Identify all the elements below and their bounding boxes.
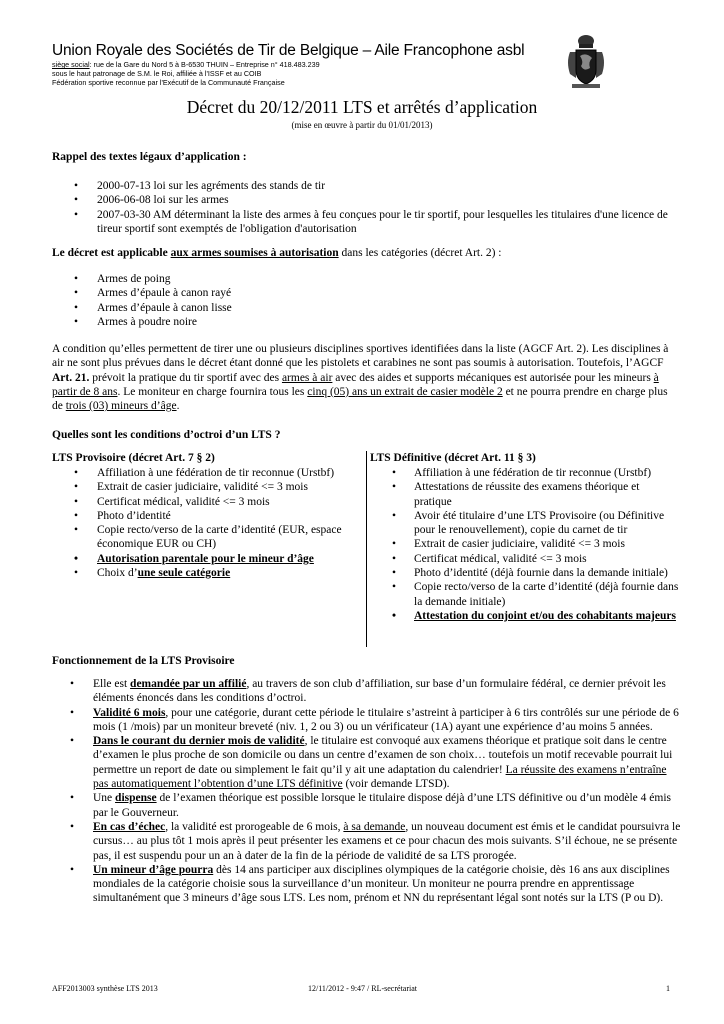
footer-left: AFF2013003 synthèse LTS 2013	[52, 984, 158, 993]
list-item	[70, 706, 682, 735]
condition-text: .	[176, 400, 180, 413]
lts-definitive-list	[370, 466, 680, 623]
footer-center: 12/11/2012 - 9:47 / RL-secrétariat	[308, 984, 418, 993]
document-subtitle: (mise en œuvre à partir du 01/01/2013)	[291, 120, 433, 130]
list-item: • Photo d’identité	[74, 509, 362, 523]
list-item: • Autorisation parentale pour le mineur d’âge	[74, 552, 362, 566]
item-text: , la validité est prorogeable de 6 mois,	[165, 820, 344, 833]
item-emphasis: En cas d’échec	[93, 820, 166, 833]
fonctionnement-heading: Fonctionnement de la LTS Provisoire	[52, 655, 235, 667]
list-item: • Certificat médical, validité <= 3 mois	[392, 552, 680, 566]
list-item: • Armes à poudre noire	[74, 315, 574, 329]
item-underlined: La réussite des examens n’entraîne pas automatiquement l’obtention d’une LTS définitive	[93, 763, 667, 791]
siege-address: : rue de la Gare du Nord 5 à B-6530 THUIN – Entreprise n° 418.483.239	[89, 60, 320, 69]
fonctionnement-list	[70, 677, 682, 906]
lts-provisoire-heading: LTS Provisoire (décret Art. 7 § 2)	[52, 452, 215, 464]
list-item: • Avoir été titulaire d’une LTS Provisoire (ou Définitive pour le renouvellement), copie du carnet de tir	[392, 509, 680, 538]
condition-text: . Le moniteur en charge fournira tous les	[117, 385, 308, 398]
item-emphasis: dispense	[115, 792, 157, 805]
royal-crest-logo	[562, 32, 610, 92]
lts-provisoire-column	[52, 451, 362, 580]
condition-text: Art. 21.	[52, 371, 90, 384]
item-emphasis: demandée par un affilié	[130, 678, 247, 690]
conditions-heading: Quelles sont les conditions d’octroi d’un LTS ?	[52, 429, 281, 441]
document-title: Décret du 20/12/2011 LTS et arrêtés d’application	[186, 97, 538, 117]
condition-text: avec des aides et supports mécaniques est autorisée pour les mineurs	[332, 371, 654, 384]
condition-text: et ne pourra prendre en charge plus de	[52, 385, 668, 413]
list-item: • Attestations de réussite des examens théorique et pratique	[392, 480, 680, 509]
organization-name: Union Royale des Sociétés de Tir de Belgique – Aile Francophone asbl	[52, 42, 525, 59]
lts-definitive-column	[370, 451, 680, 623]
list-item: • Affiliation à une fédération de tir reconnue (Urstbf)	[74, 466, 362, 480]
lts-definitive-heading: LTS Définitive (décret Art. 11 § 3)	[370, 452, 536, 464]
item-underlined: à sa demande	[343, 820, 406, 833]
condition-text: cinq (05) ans un extrait de casier modèle 2	[307, 385, 503, 398]
page-number: 1	[666, 984, 670, 993]
lts-provisoire-list	[52, 466, 362, 580]
list-item: • Copie recto/verso de la carte d’identité (déjà fournie dans la demande initiale)	[392, 580, 680, 609]
condition-text: prévoit la pratique du tir sportif avec des	[89, 371, 282, 384]
applicable-text-2: aux armes soumises à autorisation	[170, 247, 339, 259]
list-item: • Armes d’épaule à canon lisse	[74, 301, 574, 315]
list-item	[70, 734, 682, 791]
condition-paragraph	[52, 342, 680, 413]
item-text: , un nouveau document est émis et le candidat poursuivra le cursus… au plus tôt 1 mois après il peut présenter les examens et ce pour chacun des mois suivants. S’il échoue, ne se présente pas, il est suspendu pour un an à dater de la fin de la période de validité de sa LTS prorogée.	[93, 820, 681, 862]
applicable-paragraph	[52, 246, 682, 260]
condition-text: A condition qu’elles permettent de tirer une ou plusieurs disciplines sportives identifiées dans la liste (AGCF Art. 2). Les disciplines à air ne sont plus prévues dans le décret étant donné que les pistolets et carabines ne sont pas soumis à autorisation. Toutefois, l’AGCF	[52, 343, 669, 370]
item-text: , le titulaire est convoqué aux examens théorique et pratique soit dans le centre d’examen le plus proche de son domicile ou dans un centre d’examen de son choix… toutefois un motif recevable pourrait lui permettre un report de date ou simplement le fait qu’il y ait une adaptation du calendrier!	[93, 735, 673, 776]
condition-text: trois (03) mineurs d’âge	[65, 400, 177, 413]
item-emphasis: Dans le courant du dernier mois de validité	[93, 735, 305, 748]
list-item	[70, 677, 682, 706]
item-text: Elle est	[93, 678, 131, 690]
list-item	[70, 820, 682, 863]
item-text: dès 14 ans participer aux disciplines olympiques de la catégorie choisie, dès 16 ans aux disciplines mondiales de la catégorie choisie sous la surveillance d’un moniteur. Un moniteur ne pourra prendre en apprentissage simultanément que 3 mineurs d’âge sous LTS. Les nom, prénom et NN du représentant légal sont notés sur la LTS (P ou D).	[93, 863, 670, 905]
list-item: • 2006-06-08 loi sur les armes	[74, 193, 682, 207]
list-item: • Armes de poing	[74, 272, 574, 286]
list-item: • Armes d’épaule à canon rayé	[74, 286, 574, 300]
item-text: , au travers de son club d’affiliation, sur base d’un formulaire fédéral, ce dernier prévoit les éléments énoncés dans les conditions d’octroi.	[93, 678, 666, 705]
letterhead	[52, 42, 572, 87]
list-item: • Affiliation à une fédération de tir reconnue (Urstbf)	[392, 466, 680, 480]
siege-label: siège social	[52, 60, 90, 69]
categories-list	[74, 272, 574, 329]
rappel-heading: Rappel des textes légaux d’application :	[52, 151, 247, 163]
list-item	[70, 791, 682, 820]
patronage-line: sous le haut patronage de S.M. le Roi, affiliée à l'ISSF et au COIB	[52, 69, 262, 78]
list-item: • Extrait de casier judiciaire, validité <= 3 mois	[74, 480, 362, 494]
item-emphasis: Validité 6 mois	[93, 706, 166, 719]
list-item: • 2007-03-30 AM déterminant la liste des armes à feu conçues pour le tir sportif, pour lesquelles les titulaires d'une licence de tireur sportif sont exemptés de l'obligation d'autorisation	[74, 208, 682, 237]
column-divider	[366, 451, 367, 647]
list-item	[74, 566, 362, 580]
item-text: , pour une catégorie, durant cette période le titulaire s’astreint à participer à 6 tirs contrôlés sur une période de 6 mois (1 /mois) par un moniteur breveté (niv. 1, 2 ou 3) ou un vérificateur (1A) ayant une expérience d’au moins 5 années.	[93, 706, 679, 733]
list-item: • Copie recto/verso de la carte d’identité (EUR, espace économique EUR ou CH)	[74, 523, 362, 552]
item-text: (voir demande LTSD).	[342, 778, 450, 791]
choice-category: une seule catégorie	[137, 567, 231, 580]
condition-text: à partir de 8 ans	[52, 371, 659, 398]
list-item: • 2000-07-13 loi sur les agréments des stands de tir	[74, 179, 682, 193]
item-emphasis: Un mineur d’âge pourra	[93, 863, 214, 876]
item-text: Une	[93, 792, 116, 805]
list-item: • Attestation du conjoint et/ou des cohabitants majeurs	[392, 609, 680, 623]
list-item	[70, 863, 682, 906]
list-item: • Photo d’identité (déjà fournie dans la demande initiale)	[392, 566, 680, 580]
rappel-list	[74, 179, 682, 236]
choice-text: Choix d’	[97, 567, 138, 580]
applicable-text-1: Le décret est applicable	[52, 247, 171, 259]
condition-text: armes à air	[281, 371, 333, 384]
item-text: de l’examen théorique est possible lorsque le titulaire dispose déjà d’une LTS définitive ou d’un modèle 4 émis par le Gouverneur.	[93, 792, 671, 819]
list-item: • Extrait de casier judiciaire, validité <= 3 mois	[392, 537, 680, 551]
siege-line	[52, 60, 572, 69]
federation-line: Fédération sportive reconnue par l'Exécutif de la Communauté Française	[52, 78, 285, 87]
applicable-text-3: dans les catégories (décret Art. 2) :	[338, 247, 502, 259]
list-item: • Certificat médical, validité <= 3 mois	[74, 495, 362, 509]
